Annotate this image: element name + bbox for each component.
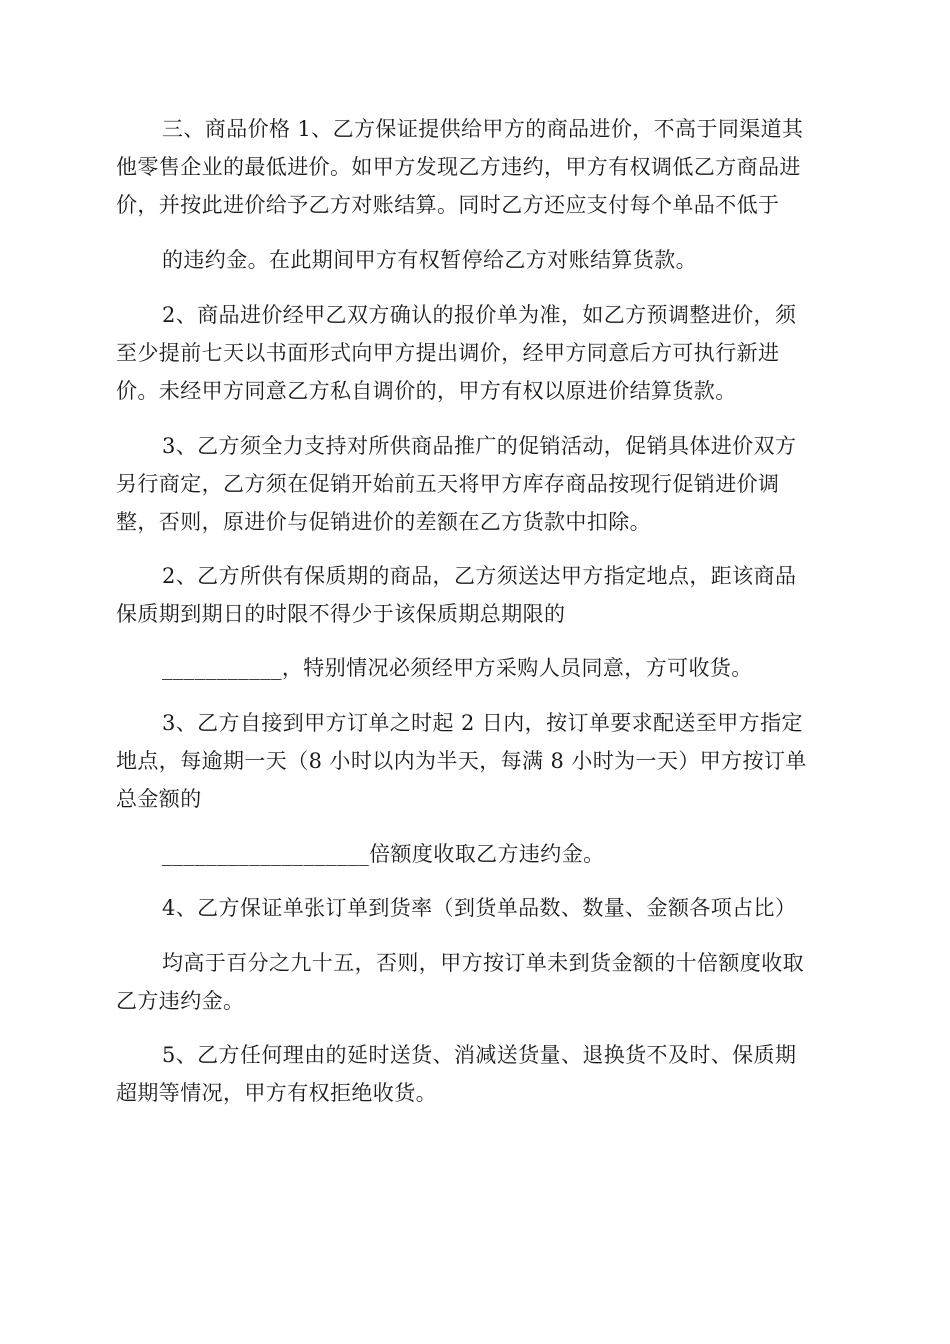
text-line: ___________，特别情况必须经甲方采购人员同意，方可收货。	[162, 656, 753, 680]
text-line: 整，否则，原进价与促销进价的差额在乙方货款中扣除。	[116, 510, 651, 534]
text-line: 他零售企业的最低进价。如甲方发现乙方违约，甲方有权调低乙方商品进	[116, 155, 801, 179]
text-line: 价，并按此进价给予乙方对账结算。同时乙方还应支付每个单品不低于	[116, 193, 780, 217]
text-line: 至少提前七天以书面形式向甲方提出调价，经甲方同意后方可执行新进	[116, 341, 780, 365]
text-line: 价。未经甲方同意乙方私自调价的，甲方有权以原进价结算货款。	[116, 379, 737, 403]
text-line: 2、乙方所供有保质期的商品，乙方须送达甲方指定地点，距该商品	[162, 564, 797, 588]
text-line: 5、乙方任何理由的延时送货、消减送货量、退换货不及时、保质期	[162, 1043, 797, 1067]
text-line: 3、乙方须全力支持对所供商品推广的促销活动，促销具体进价双方	[162, 434, 797, 458]
text-line: 超期等情况，甲方有权拒绝收货。	[116, 1081, 437, 1105]
text-line: 总金额的	[116, 787, 202, 811]
text-line: 均高于百分之九十五，否则，甲方按订单未到货金额的十倍额度收取	[162, 951, 804, 975]
text-line: 2、商品进价经甲乙双方确认的报价单为准，如乙方预调整进价，须	[162, 303, 797, 327]
text-line: 保质期到期日的时限不得少于该保质期总期限的	[116, 602, 566, 626]
text-line: 另行商定，乙方须在促销开始前五天将甲方库存商品按现行促销进价调	[116, 472, 780, 496]
text-line: 4、乙方保证单张订单到货率（到货单品数、数量、金额各项占比）	[162, 896, 797, 920]
text-line: 3、乙方自接到甲方订单之时起 2 日内，按订单要求配送至甲方指定	[162, 711, 803, 735]
text-line: 地点，每逾期一天（8 小时以内为半天，每满 8 小时为一天）甲方按订单	[116, 749, 807, 773]
text-line: ___________________倍额度收取乙方违约金。	[162, 842, 605, 866]
text-line: 的违约金。在此期间甲方有权暂停给乙方对账结算货款。	[162, 248, 697, 272]
text-line: 三、商品价格 1、乙方保证提供给甲方的商品进价，不高于同渠道其	[162, 117, 804, 141]
text-line: 乙方违约金。	[116, 989, 245, 1013]
